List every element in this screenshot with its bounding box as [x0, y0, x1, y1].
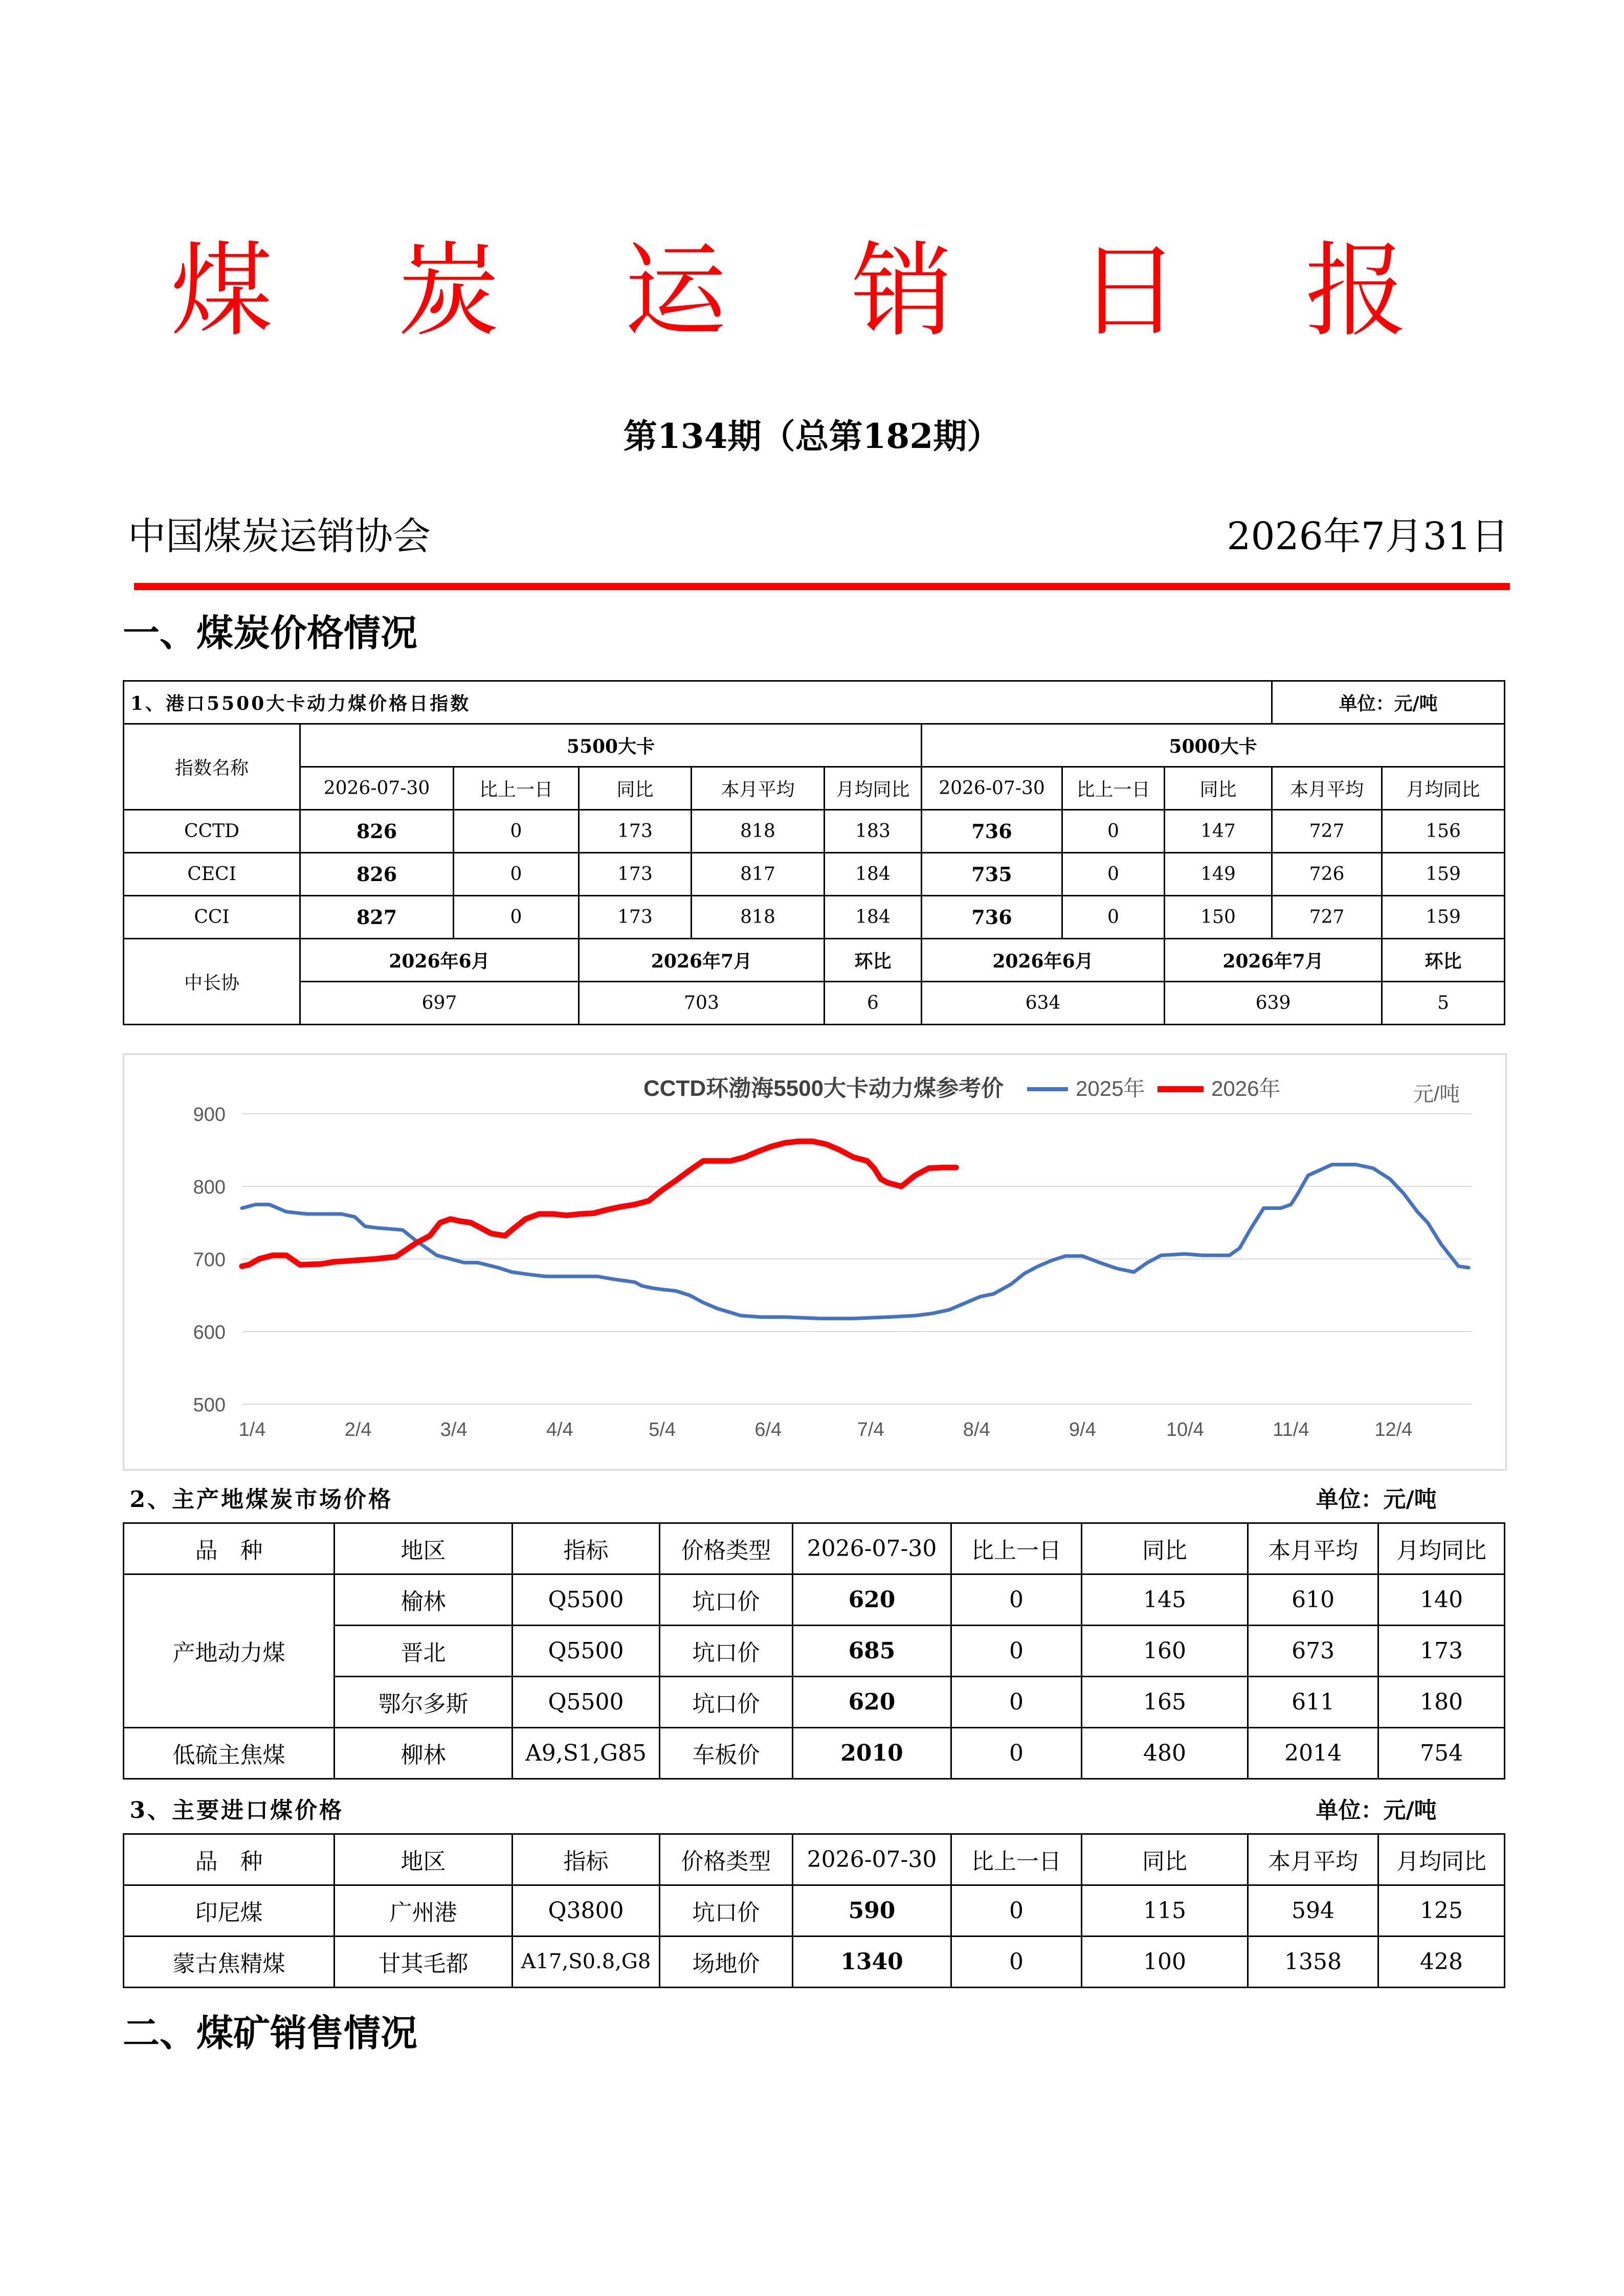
- zcx-header: 环比: [1382, 939, 1505, 982]
- col-header: 比上一日: [951, 1523, 1082, 1574]
- x-tick-label: 6/4: [754, 1419, 782, 1440]
- value-cell: 818: [692, 896, 825, 939]
- table-caption: 2、主产地煤炭市场价格: [129, 1487, 393, 1513]
- value-cell: 0: [454, 853, 579, 896]
- zcx-header: 2026年6月: [300, 939, 579, 982]
- series-line-2026年: [242, 1141, 956, 1266]
- value-cell: 817: [692, 853, 825, 896]
- value-cell: 1358: [1248, 1936, 1378, 1987]
- x-tick-label: 3/4: [440, 1419, 468, 1440]
- col-header: 2026-07-30: [793, 1834, 951, 1885]
- zcx-value: 703: [579, 982, 825, 1025]
- value-cell: 173: [579, 810, 692, 853]
- table-row: [124, 1936, 1505, 1987]
- value-cell: 140: [1378, 1574, 1505, 1625]
- value-cell: 0: [951, 1885, 1082, 1936]
- region: 广州港: [335, 1885, 513, 1936]
- col-header: 月均同比: [1378, 1523, 1505, 1574]
- region: 甘其毛都: [335, 1936, 513, 1987]
- value-cell: 727: [1272, 810, 1382, 853]
- value-cell: 165: [1082, 1676, 1248, 1727]
- table-row: [124, 1885, 1505, 1936]
- value-cell: 173: [1378, 1625, 1505, 1676]
- import-coal-table: [123, 1784, 1505, 1988]
- zcx-value: 634: [922, 982, 1165, 1025]
- value-cell: 183: [825, 810, 922, 853]
- price-cell: 685: [793, 1625, 951, 1676]
- zcx-value: 6: [825, 982, 922, 1025]
- col-header: 本月平均: [1248, 1834, 1378, 1885]
- col-header: 同比: [1165, 767, 1272, 810]
- value-cell: 2014: [1248, 1727, 1378, 1779]
- col-header: 地区: [335, 1523, 513, 1574]
- value-cell: 0: [454, 810, 579, 853]
- unit-label: 单位：元/吨: [1316, 1797, 1437, 1824]
- index-name: CCTD: [124, 810, 300, 853]
- table-row: [124, 1727, 1505, 1779]
- coal-kind: 印尼煤: [124, 1885, 335, 1936]
- col-header: 同比: [579, 767, 692, 810]
- col-header: 本月平均: [1248, 1523, 1378, 1574]
- col-header: 指标: [513, 1523, 660, 1574]
- value-cell: 726: [1272, 853, 1382, 896]
- value-cell: 818: [692, 810, 825, 853]
- y-tick-label: 800: [193, 1177, 226, 1198]
- col-header: 月均同比: [825, 767, 922, 810]
- col-header: 地区: [335, 1834, 513, 1885]
- unit-label: 元/吨: [1413, 1083, 1460, 1106]
- value-cell: 115: [1082, 1885, 1248, 1936]
- spec: Q3800: [513, 1885, 660, 1936]
- col-header: 价格类型: [660, 1523, 793, 1574]
- value-cell: 727: [1272, 896, 1382, 939]
- table-caption: 3、主要进口煤价格: [129, 1797, 344, 1824]
- table-row: [124, 810, 1505, 853]
- price-type: 坑口价: [660, 1676, 793, 1727]
- value-cell: 428: [1378, 1936, 1505, 1987]
- value-cell: 145: [1082, 1574, 1248, 1625]
- zcx-header: 环比: [825, 939, 922, 982]
- value-cell: 173: [579, 853, 692, 896]
- report-date: 2026年7月31日: [1227, 514, 1509, 558]
- value-cell: 594: [1248, 1885, 1378, 1936]
- price-type: 车板价: [660, 1727, 793, 1779]
- col-header: 本月平均: [1272, 767, 1382, 810]
- spec: Q5500: [513, 1574, 660, 1625]
- x-axis-ticks: [239, 1419, 1413, 1440]
- price-cell: 826: [300, 810, 454, 853]
- value-cell: 611: [1248, 1676, 1378, 1727]
- col-header: 月均同比: [1382, 767, 1505, 810]
- price-type: 坑口价: [660, 1625, 793, 1676]
- x-tick-label: 8/4: [963, 1419, 990, 1440]
- chart-title: CCTD环渤海5500大卡动力煤参考价: [643, 1076, 1004, 1101]
- price-type: 坑口价: [660, 1885, 793, 1936]
- index-name: CECI: [124, 853, 300, 896]
- table-row: [124, 1574, 1505, 1625]
- x-tick-label: 9/4: [1069, 1419, 1096, 1440]
- col-header: 价格类型: [660, 1834, 793, 1885]
- region: 柳林: [335, 1727, 513, 1779]
- value-cell: 180: [1378, 1676, 1505, 1727]
- zcx-header: 2026年7月: [1165, 939, 1382, 982]
- price-cell: 1340: [793, 1936, 951, 1987]
- series-line-2025年: [242, 1164, 1469, 1318]
- coal-kind: 蒙古焦精煤: [124, 1936, 335, 1987]
- col-header: 月均同比: [1378, 1834, 1505, 1885]
- group-header-5000: 5000大卡: [922, 724, 1505, 767]
- table-caption: 1、港口5500大卡动力煤价格日指数: [124, 681, 1272, 724]
- y-tick-label: 600: [193, 1322, 226, 1343]
- table-row: [124, 853, 1505, 896]
- zcx-value: 639: [1165, 982, 1382, 1025]
- unit-label: 单位：元/吨: [1272, 681, 1505, 724]
- x-tick-label: 4/4: [546, 1419, 573, 1440]
- col-header: 比上一日: [454, 767, 579, 810]
- value-cell: 100: [1082, 1936, 1248, 1987]
- producing-area-table: [123, 1473, 1505, 1780]
- legend-label-2026: 2026年: [1211, 1076, 1281, 1100]
- region: 榆林: [335, 1574, 513, 1625]
- spec: A17,S0.8,G8: [513, 1936, 660, 1987]
- zcx-header: 2026年7月: [579, 939, 825, 982]
- value-cell: 0: [1062, 896, 1165, 939]
- value-cell: 610: [1248, 1574, 1378, 1625]
- value-cell: 0: [951, 1625, 1082, 1676]
- value-cell: 156: [1382, 810, 1505, 853]
- price-chart: [123, 1053, 1507, 1471]
- value-cell: 125: [1378, 1885, 1505, 1936]
- value-cell: 173: [579, 896, 692, 939]
- price-type: 坑口价: [660, 1574, 793, 1625]
- price-cell: 826: [300, 853, 454, 896]
- chart-series: [242, 1141, 1469, 1318]
- organization-name: 中国煤炭运销协会: [128, 514, 431, 558]
- section-heading-sales: 二、煤矿销售情况: [123, 2012, 418, 2055]
- col-header: 品 种: [124, 1834, 335, 1885]
- coal-kind: 产地动力煤: [124, 1574, 335, 1727]
- x-tick-label: 12/4: [1374, 1419, 1413, 1440]
- section-heading-prices: 一、煤炭价格情况: [123, 612, 418, 655]
- index-name: CCI: [124, 896, 300, 939]
- value-cell: 160: [1082, 1625, 1248, 1676]
- zcx-value: 5: [1382, 982, 1505, 1025]
- price-cell: 590: [793, 1885, 951, 1936]
- price-chart-svg: [124, 1055, 1505, 1469]
- zcx-label: 中长协: [124, 939, 300, 1025]
- legend-label-2025: 2025年: [1076, 1076, 1145, 1100]
- value-cell: 754: [1378, 1727, 1505, 1779]
- zcx-value: 697: [300, 982, 579, 1025]
- x-tick-label: 1/4: [238, 1419, 266, 1440]
- y-tick-label: 700: [193, 1249, 226, 1271]
- x-tick-label: 5/4: [649, 1419, 676, 1440]
- col-header: 同比: [1082, 1834, 1248, 1885]
- price-cell: 620: [793, 1574, 951, 1625]
- value-cell: 480: [1082, 1727, 1248, 1779]
- index-name-header: 指数名称: [124, 724, 300, 810]
- price-cell: 2010: [793, 1727, 951, 1779]
- spec: Q5500: [513, 1676, 660, 1727]
- table-row: [124, 896, 1505, 939]
- col-header: 2026-07-30: [793, 1523, 951, 1574]
- value-cell: 0: [1062, 810, 1165, 853]
- value-cell: 0: [951, 1574, 1082, 1625]
- region: 晋北: [335, 1625, 513, 1676]
- spec: A9,S1,G85: [513, 1727, 660, 1779]
- value-cell: 184: [825, 853, 922, 896]
- y-tick-label: 500: [193, 1394, 226, 1416]
- value-cell: 0: [951, 1676, 1082, 1727]
- value-cell: 159: [1382, 853, 1505, 896]
- col-header: 指标: [513, 1834, 660, 1885]
- x-tick-label: 10/4: [1166, 1419, 1204, 1440]
- value-cell: 0: [454, 896, 579, 939]
- unit-label: 单位：元/吨: [1316, 1487, 1437, 1513]
- col-header: 同比: [1082, 1523, 1248, 1574]
- x-tick-label: 2/4: [344, 1419, 372, 1440]
- price-cell: 735: [922, 853, 1062, 896]
- y-tick-label: 900: [193, 1104, 226, 1126]
- y-axis-ticks: [193, 1104, 226, 1416]
- value-cell: 147: [1165, 810, 1272, 853]
- price-cell: 620: [793, 1676, 951, 1727]
- port-index-table: [123, 680, 1505, 1025]
- col-header: 比上一日: [1062, 767, 1165, 810]
- value-cell: 0: [1062, 853, 1165, 896]
- region: 鄂尔多斯: [335, 1676, 513, 1727]
- x-tick-label: 7/4: [857, 1419, 884, 1440]
- price-type: 场地价: [660, 1936, 793, 1987]
- col-header: 2026-07-30: [300, 767, 454, 810]
- value-cell: 0: [951, 1727, 1082, 1779]
- price-cell: 736: [922, 896, 1062, 939]
- value-cell: 0: [951, 1936, 1082, 1987]
- col-header: 本月平均: [692, 767, 825, 810]
- value-cell: 184: [825, 896, 922, 939]
- x-tick-label: 11/4: [1273, 1419, 1309, 1440]
- value-cell: 673: [1248, 1625, 1378, 1676]
- col-header: 2026-07-30: [922, 767, 1062, 810]
- col-header: 比上一日: [951, 1834, 1082, 1885]
- spec: Q5500: [513, 1625, 660, 1676]
- coal-kind: 低硫主焦煤: [124, 1727, 335, 1779]
- col-header: 品 种: [124, 1523, 335, 1574]
- group-header-5500: 5500大卡: [300, 724, 922, 767]
- value-cell: 159: [1382, 896, 1505, 939]
- report-title: 煤 炭 运 销 日 报: [170, 232, 1454, 351]
- header-divider: [134, 583, 1510, 590]
- zcx-header: 2026年6月: [922, 939, 1165, 982]
- price-cell: 827: [300, 896, 454, 939]
- price-cell: 736: [922, 810, 1062, 853]
- value-cell: 150: [1165, 896, 1272, 939]
- value-cell: 149: [1165, 853, 1272, 896]
- issue-number: 第134期（总第182期）: [623, 416, 1001, 456]
